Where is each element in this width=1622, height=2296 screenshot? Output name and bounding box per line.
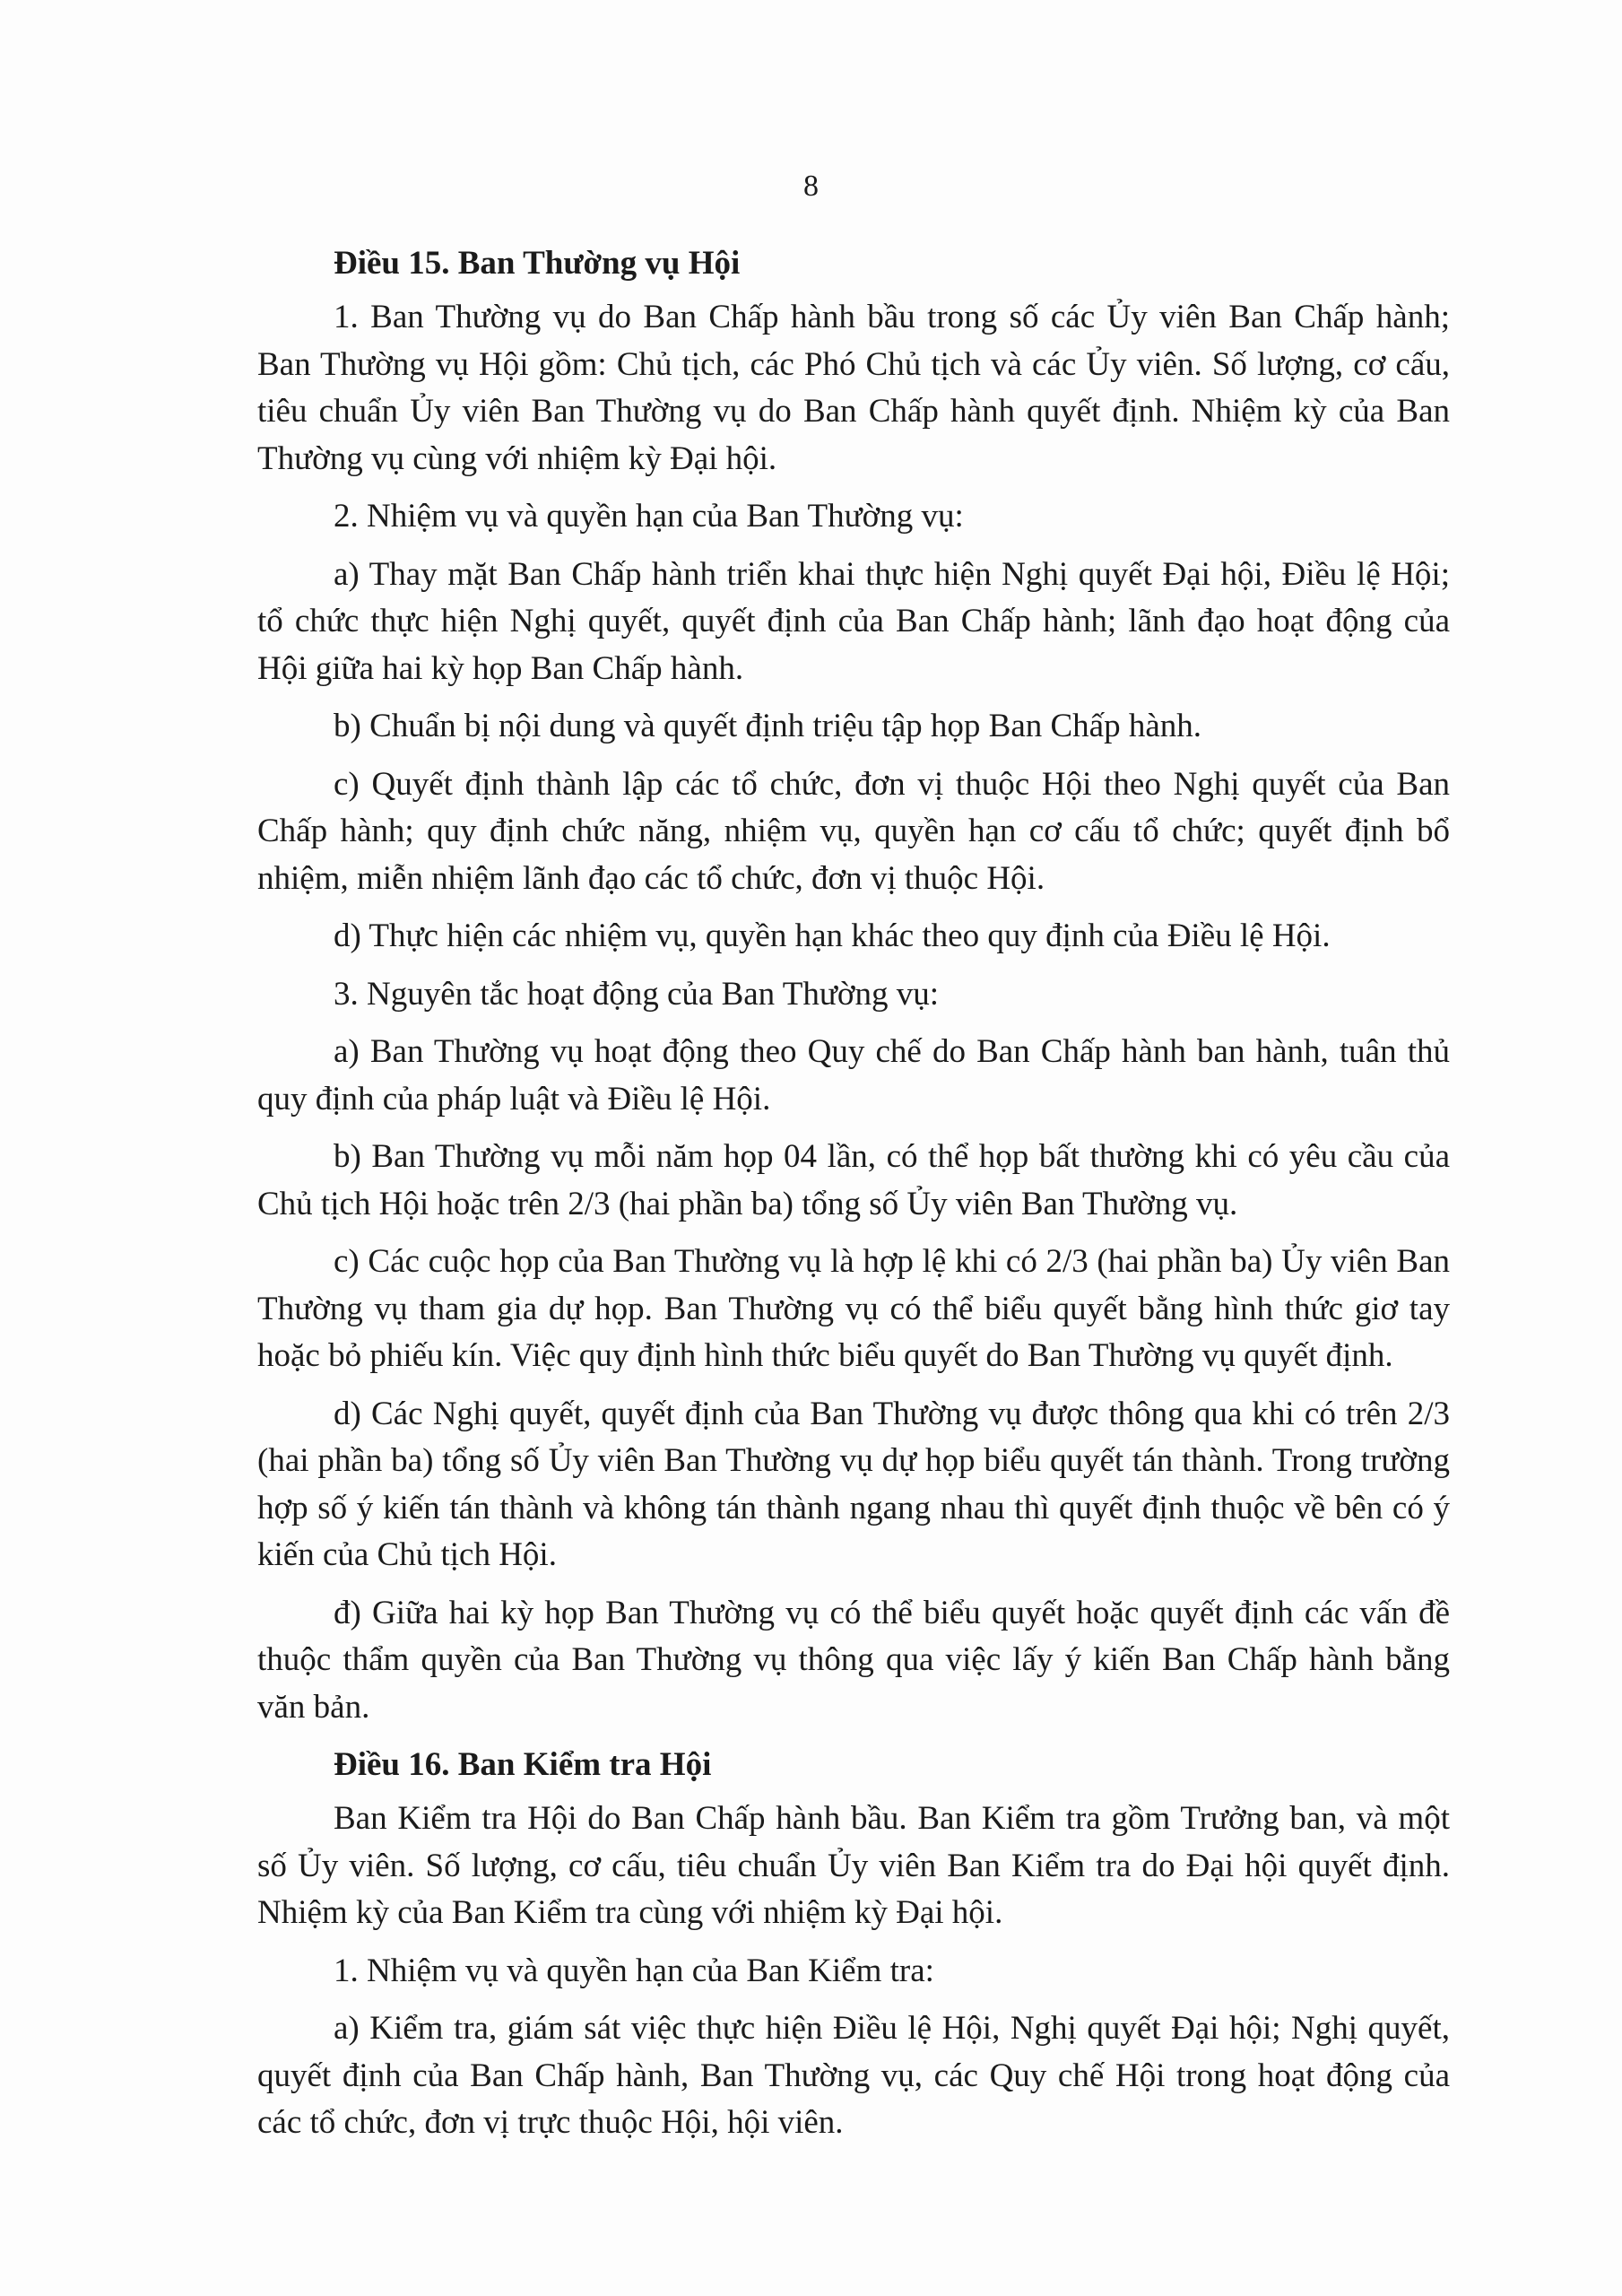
article-15-clause-2-title: 2. Nhiệm vụ và quyền hạn của Ban Thường vụ: — [334, 498, 964, 535]
article-15-clause-3d: d) Các Nghị quyết, quyết định của Ban Thường vụ được thông qua khi có trên 2/3 (hai phần ba) tổng số Ủy viên Ban Thường vụ dự họp biểu quyết tán thành. Trong trường hợp số ý kiến tán thành và không tán thành ngang nhau thì quyết định thuộc về bên có ý kiến của Chủ tịch Hội. — [257, 1395, 1450, 1573]
article-15-clause-2c: c) Quyết định thành lập các tổ chức, đơn vị thuộc Hội theo Nghị quyết của Ban Chấp hành; quy định chức năng, nhiệm vụ, quyền hạn cơ cấu tổ chức; quyết định bổ nhiệm, miễn nhiệm lãnh đạo các tổ chức, đơn vị thuộc Hội. — [257, 765, 1450, 897]
page-number: 8 — [803, 170, 819, 203]
article-16-clause-1-title: 1. Nhiệm vụ và quyền hạn của Ban Kiểm tra: — [334, 1952, 934, 1989]
article-15-clause-3b: b) Ban Thường vụ mỗi năm họp 04 lần, có thể họp bất thường khi có yêu cầu của Chủ tịch Hội hoặc trên 2/3 (hai phần ba) tổng số Ủy viên Ban Thường vụ. — [257, 1138, 1450, 1222]
article-15-clause-3dd: đ) Giữa hai kỳ họp Ban Thường vụ có thể biểu quyết hoặc quyết định các vấn đề thuộc thẩm quyền của Ban Thường vụ thông qua việc lấy ý kiến Ban Chấp hành bằng văn bản. — [257, 1594, 1450, 1726]
article-15-clause-1: 1. Ban Thường vụ do Ban Chấp hành bầu trong số các Ủy viên Ban Chấp hành; Ban Thường vụ Hội gồm: Chủ tịch, các Phó Chủ tịch và các Ủy viên. Số lượng, cơ cấu, tiêu chuẩn Ủy viên Ban Thường vụ do Ban Chấp hành quyết định. Nhiệm kỳ của Ban Thường vụ cùng với nhiệm kỳ Đại hội. — [257, 299, 1450, 477]
article-16-clause-1a: a) Kiểm tra, giám sát việc thực hiện Điều lệ Hội, Nghị quyết Đại hội; Nghị quyết, quyết định của Ban Chấp hành, Ban Thường vụ, các Quy chế Hội trong hoạt động của các tổ chức, đơn vị trực thuộc Hội, hội viên. — [257, 2010, 1450, 2141]
article-16-intro: Ban Kiểm tra Hội do Ban Chấp hành bầu. Ban Kiểm tra gồm Trưởng ban, và một số Ủy viên. Số lượng, cơ cấu, tiêu chuẩn Ủy viên Ban Kiểm tra do Đại hội quyết định. Nhiệm kỳ của Ban Kiểm tra cùng với nhiệm kỳ Đại hội. — [257, 1800, 1450, 1931]
article-15-clause-2a: a) Thay mặt Ban Chấp hành triển khai thực hiện Nghị quyết Đại hội, Điều lệ Hội; tổ chức thực hiện Nghị quyết, quyết định của Ban Chấp hành; lãnh đạo hoạt động của Hội giữa hai kỳ họp Ban Chấp hành. — [257, 555, 1450, 687]
article-15-clause-2d: d) Thực hiện các nhiệm vụ, quyền hạn khác theo quy định của Điều lệ Hội. — [334, 918, 1331, 954]
article-15-clause-2b: b) Chuẩn bị nội dung và quyết định triệu tập họp Ban Chấp hành. — [334, 708, 1202, 744]
article-15-heading: Điều 15. Ban Thường vụ Hội — [334, 245, 741, 282]
article-16-heading: Điều 16. Ban Kiểm tra Hội — [334, 1746, 712, 1783]
article-15-clause-3-title: 3. Nguyên tắc hoạt động của Ban Thường vụ: — [334, 975, 939, 1013]
article-15-clause-3a: a) Ban Thường vụ hoạt động theo Quy chế do Ban Chấp hành ban hành, tuân thủ quy định của pháp luật và Điều lệ Hội. — [257, 1033, 1450, 1118]
document-body — [257, 240, 1450, 2158]
article-15-clause-3c: c) Các cuộc họp của Ban Thường vụ là hợp lệ khi có 2/3 (hai phần ba) Ủy viên Ban Thường vụ tham gia dự họp. Ban Thường vụ có thể biểu quyết bằng hình thức giơ tay hoặc bỏ phiếu kín. Việc quy định hình thức biểu quyết do Ban Thường vụ quyết định. — [257, 1243, 1450, 1374]
